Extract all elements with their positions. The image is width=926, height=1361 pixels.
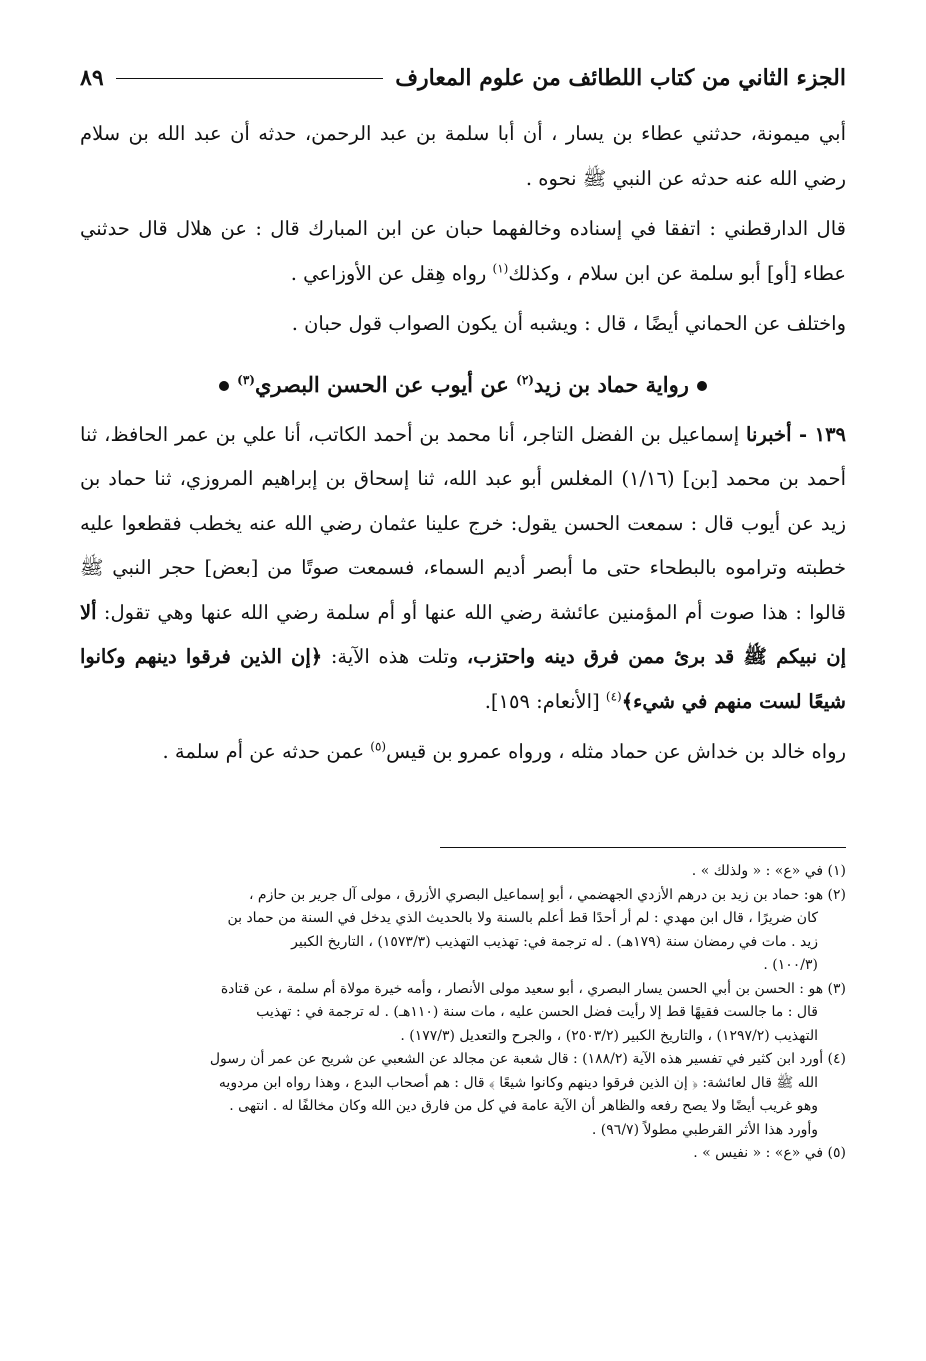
- paragraph-2: قال الدارقطني : اتفقا في إسناده وخالفهما حبان عن ابن المبارك قال : عن هلال قال حدثني عطاء [أو] أبو سلمة عن ابن سلام ، وكذلك$^{(١)}$ رواه هِقل عن الأوزاعي .: [80, 217, 846, 285]
- footnote-4: (٤) أورد ابن كثير في تفسير هذه الآية (١٨٨/٢) : قال شعبة عن مجالد عن الشعبي عن شريح عن عمر أن رسول: [209, 1051, 846, 1067]
- paragraph-1: أبي ميمونة، حدثني عطاء بن يسار ، أن أبا سلمة بن عبد الرحمن، حدثه أن عبد الله بن سلام رضي الله عنه حدثه عن النبي ﷺ نحوه .: [80, 122, 846, 190]
- header-rule: [116, 78, 384, 79]
- footnote-separator: [440, 847, 846, 848]
- footnote-5: (٥) في «ع» : « نفيس » .: [693, 1145, 846, 1161]
- main-text: [80, 112, 846, 775]
- bullet-icon: [219, 381, 229, 391]
- running-title: الجزء الثاني من كتاب اللطائف من علوم المعارف: [395, 65, 846, 91]
- footnote-ref-3: (٣): [237, 372, 255, 387]
- hadith-quote: ألا إن نبيكم ﷺ قد برئ ممن فرق دينه واحتزب،: [80, 600, 846, 668]
- bullet-icon: [697, 381, 707, 391]
- section-heading: رواية حماد بن زيد$^{(٢)}$ عن أيوب عن الحسن البصري$^{(٣)}$: [80, 363, 846, 407]
- page-number: ٨٩: [80, 65, 104, 91]
- hadith-paragraph: ١٣٩ - أخبرنا إسماعيل بن الفضل التاجر، أنا محمد بن أحمد الكاتب، أنا علي بن عمر الحافظ، ثنا أحمد بن محمد [بن] (١/١٦) المغلس أبو عبد الله، ثنا إسحاق بن إبراهيم المروزي، ثنا حماد بن زيد عن أيوب قال : سمعت الحسن يقول: خرج علينا عثمان رضي الله عنه يخطب فقطعوا عليه خطبته وتراموه بالبطحاء حتى ما أبصر أديم السماء، فسمعت صوتًا من [بعض] حجر النبي ﷺ قالوا : هذا صوت أم المؤمنين عائشة رضي الله عنها أو أم سلمة رضي الله عنها وهي تقول: ألا إن نبيكم ﷺ قد برئ ممن فرق دينه واحتزب، وتلت هذه الآية: ﴿إن الذين فرقوا دينهم وكانوا شيعًا لست منهم في شيء﴾$^{(٤)}$ [الأنعام: ١٥٩].: [80, 422, 847, 713]
- footnote-3: (٣) هو : الحسن بن أبي الحسن يسار البصري ، أبو سعيد مولى الأنصار ، وأمه خيرة مولاة أم سلمة ، عن قتادة: [220, 980, 846, 997]
- footnote-1: (١) في «ع» : « ولذلك » .: [691, 863, 846, 879]
- footnotes: (١) في «ع» : « ولذلك » . (٢) هو: حماد بن زيد بن درهم الأزدي الجهضمي ، أبو إسماعيل البصري الأزرق ، مولى آل جرير بن حازم ، كان ضريرًا ، قال ابن مهدي : لم أر أحدًا قط أعلم بالسنة ولا بالحديث الذي يدخل في السنة من حماد بن زيد . مات في رمضان سنة (١٧٩هـ) . له ترجمة في: تهذيب التهذيب (١٥٧٣/٣) ، التاريخ الكبير (١٠٠/٣) . (٣) هو : الحسن بن أبي الحسن يسار البصري ، أبو سعيد مولى الأنصار ، وأمه خيرة مولاة أم سلمة ، عن قتادة قال : ما جالست فقيهًا قط إلا رأيت فضل الحسن عليه ، مات سنة (١١٠هـ) . له ترجمة في : تهذيب التهذيب (١٢٩٧/٢) ، والتاريخ الكبير (٢٥٠٣/٢) ، والجرح والتعديل (١٧٧/٣) . (٤) أورد ابن كثير في تفسير هذه الآية (١٨٨/٢) : قال شعبة عن مجالد عن الشعبي عن شريح عن عمر أن رسول الله ﷺ قال لعائشة: ﴿ إن الذين فرقوا دينهم وكانوا شيعًا ﴾ قال : هم أصحاب البدع ، وهذا رواه ابن مردويه وهو غريب أيضًا ولا يصح رفعه والظاهر أن الآية عامة في كل من فارق دين الله وكان مخالفًا له . انتهى . وأورد هذا الأثر القرطبي مطولاً (٩٦/٧) . (٥) في «ع» : « نفيس » .: [78, 860, 846, 1166]
- page-header: [80, 58, 846, 98]
- paragraph-3: واختلف عن الحماني أيضًا ، قال : ويشبه أن يكون الصواب قول حبان .: [291, 312, 846, 335]
- quran-verse: ﴿إن الذين فرقوا دينهم وكانوا شيعًا لست منهم في شيء﴾: [80, 645, 846, 713]
- footnote-ref-4: (٤): [605, 689, 622, 703]
- footnote-ref-2: (٢): [516, 372, 534, 387]
- footnote-ref-5: (٥): [370, 739, 387, 754]
- footnote-2: (٢) هو: حماد بن زيد بن درهم الأزدي الجهضمي ، أبو إسماعيل البصري الأزرق ، مولى آل جرير بن حازم ،: [248, 886, 846, 903]
- hadith-number: ١٣٩ - أخبرنا: [746, 422, 847, 446]
- footnote-ref-1: (١): [492, 261, 509, 275]
- paragraph-5: رواه خالد بن خداش عن حماد مثله ، ورواه عمرو بن قيس$^{(٥)}$ عمن حدثه عن أم سلمة .: [162, 739, 846, 763]
